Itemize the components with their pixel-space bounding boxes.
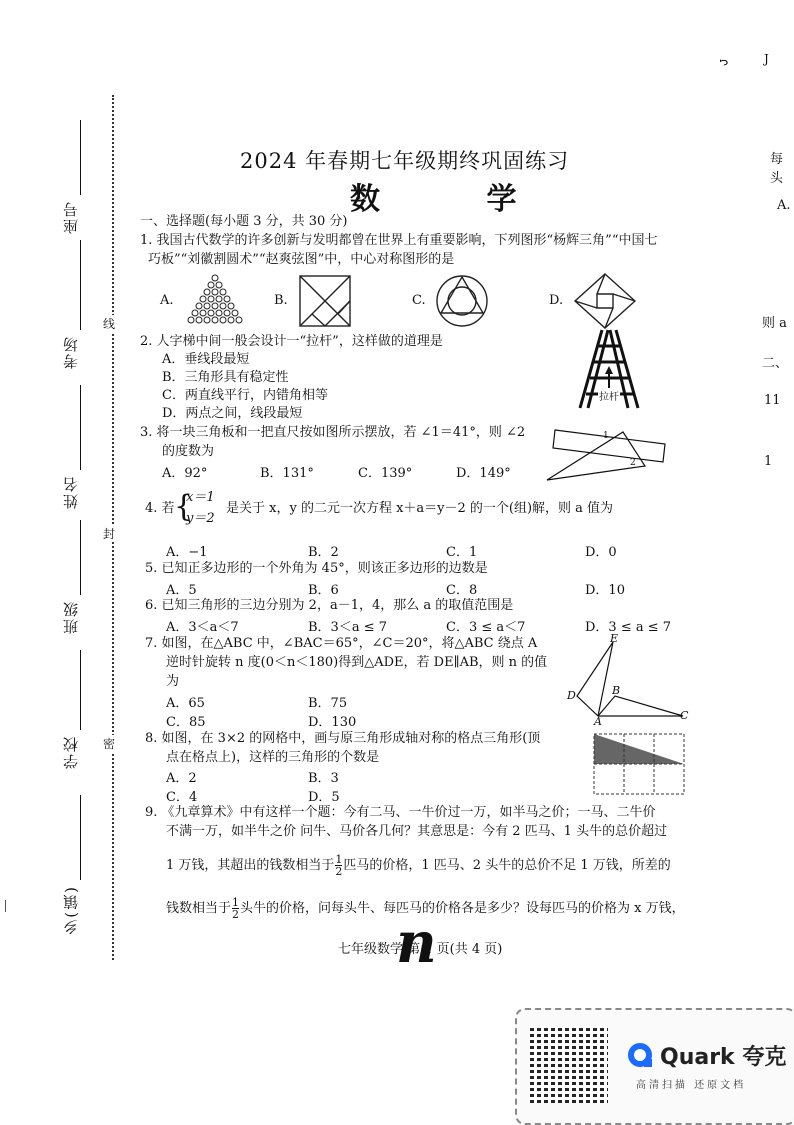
q9-line2: 不满一万，如半牛之价 问牛、马价各几何？其意思是：今有 2 匹马、1 头牛的总价超过 <box>166 824 668 839</box>
pull-rod-label: 拉杆 <box>598 388 620 403</box>
fill-line <box>80 240 81 330</box>
q7-line1: 7. 如图，在△ABC 中，∠BAC＝65°，∠C＝20°，将△ABC 绕点 A <box>145 636 538 651</box>
edge-mark <box>5 900 6 912</box>
q9-line4-part2: 头牛的价格，问每头牛、每匹马的价格各是多少？设每匹马的价格为 x 万钱， <box>240 901 685 916</box>
q5-option-c: C．8 <box>446 583 478 598</box>
fraction-numerator: 1 <box>232 896 240 909</box>
fraction-numerator: 1 <box>335 853 343 866</box>
q4-option-c: C．1 <box>446 545 478 560</box>
fraction-denominator: 2 <box>232 908 240 921</box>
angle-2-label: 2 <box>630 458 636 468</box>
q7-option-a: A．65 <box>166 696 205 711</box>
q1-option-a: A. <box>160 293 174 308</box>
q6-option-c: C．3 ≤ a＜7 <box>446 620 526 635</box>
handwritten-mark: n <box>396 910 437 976</box>
q5-option-d: D．10 <box>585 583 625 598</box>
q4-eq1: x＝1 <box>186 490 215 505</box>
grid-triangle-figure <box>592 732 688 796</box>
school-label: 学校 <box>62 735 80 769</box>
q8-option-a: A．2 <box>166 771 197 786</box>
q1-option-b: B. <box>274 293 288 308</box>
q8-line1: 8. 如图，在 3×2 的网格中，画与原三角形成轴对称的格点三角形(顶 <box>145 731 541 746</box>
half-fraction <box>335 854 342 877</box>
q3-option-a: A．92° <box>162 466 208 481</box>
q1-line1: 1. 我国古代数学的许多创新与发明都曾在世界上有重要影响，下列图形“杨辉三角”“中国七 <box>140 233 658 248</box>
q1-line2: 巧板”“刘徽割圆术”“赵爽弦图”中，中心对称图形的是 <box>148 252 455 267</box>
q7-option-b: B．75 <box>308 696 348 711</box>
q8-option-d: D．5 <box>308 790 340 805</box>
section-title: 一、选择题(每小题 3 分，共 30 分) <box>140 214 348 229</box>
q7-line2: 逆时针旋转 n 度(0＜n＜180)得到△ADE，若 DE∥AB，则 n 的值 <box>166 655 548 670</box>
q7-line3: 为 <box>166 674 180 689</box>
right-fragment: 则 a <box>762 316 787 331</box>
q4-eq2: y＝2 <box>186 511 215 526</box>
q6-stem: 6. 已知三角形的三边分别为 2，a－1，4，那么 a 的取值范围是 <box>145 598 514 613</box>
cut-char: 线 <box>103 317 116 331</box>
qr-code-icon <box>530 1025 608 1103</box>
tangram-figure <box>298 274 352 328</box>
q4-suffix: 是关于 x，y 的二元一次方程 x＋a＝y－2 的一个(组)解，则 a 值为 <box>226 501 614 516</box>
q1-option-c: C. <box>412 293 426 308</box>
q9-line3-part2: 匹马的价格，1 匹马、2 头牛的总价不足 1 万钱，所差的 <box>343 858 671 873</box>
q3-option-b: B．131° <box>260 466 314 481</box>
circle-polygon-figure <box>435 274 489 328</box>
angle-1-label: 1 <box>603 431 609 441</box>
q3-line2: 的度数为 <box>162 444 215 459</box>
right-fragment: 1 <box>764 454 773 469</box>
class-label: 班级 <box>62 600 80 634</box>
q6-option-d: D．3 ≤ a ≤ 7 <box>585 620 672 635</box>
page-footer: 七年级数学 第 1 页(共 4 页) <box>338 942 503 957</box>
cut-char: 密 <box>103 737 116 751</box>
q2-option-b: B．三角形具有稳定性 <box>162 370 289 385</box>
fill-line <box>80 120 81 195</box>
seat-label: 座号 <box>62 200 80 234</box>
q8-option-c: C．4 <box>166 790 198 805</box>
q5-stem: 5. 已知正多边形的一个外角为 45°，则该正多边形的边数是 <box>145 561 488 576</box>
point-e-label: E <box>610 632 619 645</box>
town-label: 乡(镇) <box>62 885 80 935</box>
point-a-label: A <box>594 715 602 728</box>
q1-option-d: D. <box>549 293 564 308</box>
q7-option-c: C．85 <box>166 715 206 730</box>
corner-mark: J <box>764 52 769 66</box>
zhao-shuang-figure <box>573 272 637 330</box>
q2-option-a: A．垂线段最短 <box>162 352 250 367</box>
q6-option-b: B．3＜a ≤ 7 <box>308 620 388 635</box>
q9-line3 <box>166 854 671 877</box>
q2-stem: 2. 人字梯中间一般会设计一“拉杆”，这样做的道理是 <box>140 334 443 349</box>
q5-option-b: B．6 <box>308 583 339 598</box>
cut-char: 封 <box>103 527 116 541</box>
point-c-label: C <box>680 709 689 722</box>
right-fragment: 二、 <box>762 356 789 371</box>
q4-prefix: 4. 若 <box>145 501 175 516</box>
q9-line4-part1: 钱数相当于 <box>166 901 232 916</box>
exam-title: 2024 年春期七年级期终巩固练习 <box>240 149 570 173</box>
q8-option-b: B．3 <box>308 771 339 786</box>
q7-option-d: D．130 <box>308 715 357 730</box>
q8-line2: 点在格点上)，这样的三角形的个数是 <box>166 750 380 765</box>
quark-logo-icon <box>626 1041 656 1071</box>
right-fragment: 11 <box>764 393 781 408</box>
subject-title: 数 学 <box>350 182 565 217</box>
q9-line1: 9. 《九章算术》中有这样一个题：今有二马、一牛价过一万，如半马之价；一马、二牛价 <box>145 805 656 820</box>
fill-line <box>80 650 81 730</box>
right-fragment: A. <box>777 198 791 213</box>
fill-line <box>80 795 81 880</box>
name-label: 姓名 <box>62 475 80 509</box>
corner-mark: ᡗ <box>715 59 730 66</box>
right-fragment: 每头 <box>770 152 784 186</box>
q2-option-c: C．两直线平行，内错角相等 <box>162 388 328 403</box>
quark-subtitle: 高清扫描 还原文档 <box>636 1080 747 1091</box>
fill-line <box>80 385 81 470</box>
point-b-label: B <box>612 684 621 697</box>
q3-option-c: C．139° <box>358 466 413 481</box>
q9-line3-part1: 1 万钱，其超出的钱数相当于 <box>166 858 335 873</box>
rotation-triangle-figure <box>565 630 695 730</box>
exam-room-label: 考场 <box>62 335 80 369</box>
q2-option-d: D．两点之间，线段最短 <box>162 406 303 421</box>
q5-option-a: A．5 <box>166 583 197 598</box>
q3-line1: 3. 将一块三角板和一把直尺按如图所示摆放，若 ∠1＝41°，则 ∠2 <box>140 425 526 440</box>
yanghui-triangle-figure <box>180 272 250 328</box>
q3-option-d: D．149° <box>456 466 511 481</box>
q6-option-a: A．3＜a＜7 <box>166 620 239 635</box>
quark-brand: Quark 夸克 <box>660 1045 787 1070</box>
q4-option-d: D．0 <box>585 545 617 560</box>
fill-line <box>80 520 81 595</box>
q4-option-b: B．2 <box>308 545 339 560</box>
half-fraction <box>232 897 239 920</box>
system-brace: { <box>174 489 194 524</box>
q4-option-a: A．−1 <box>166 545 208 560</box>
fraction-denominator: 2 <box>335 865 343 878</box>
point-d-label: D <box>567 689 576 702</box>
